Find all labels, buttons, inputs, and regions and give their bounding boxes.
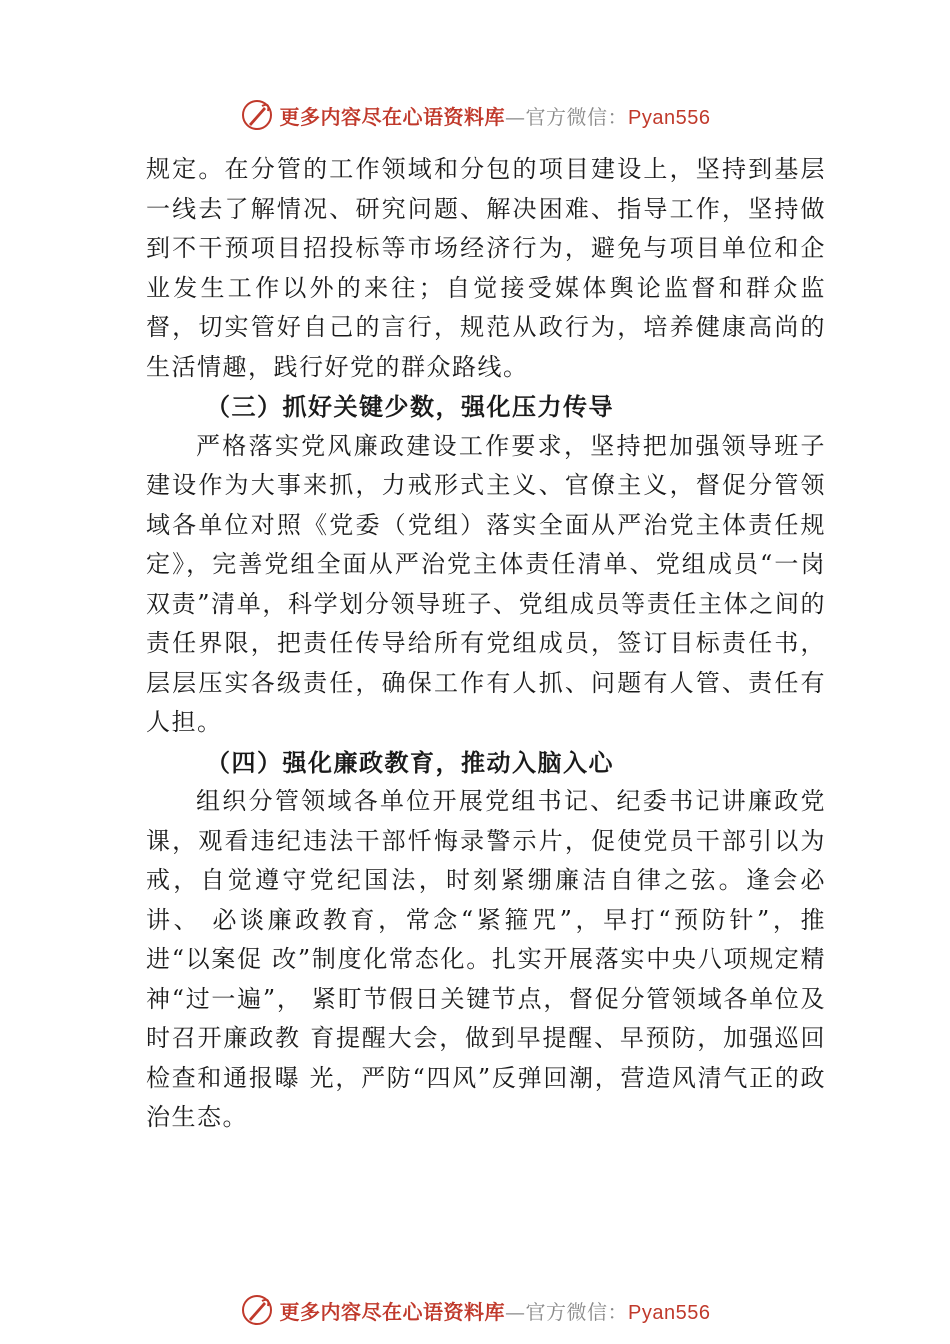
footer-wechat-id: Pyan556 <box>628 1301 711 1324</box>
header-dash: — <box>505 104 526 129</box>
page-header <box>0 95 950 135</box>
footer-wechat-label: 官方微信： <box>525 1299 629 1324</box>
header-banner <box>280 101 711 130</box>
header-wechat-label: 官方微信： <box>525 104 629 129</box>
paragraph-1: 规定。在分管的工作领域和分包的项目建设上，坚持到基层一线去了解情况、研究问题、解决困难、指导工作，坚持做到不干预项目招投标等市场经济行为，避免与项目单位和企业发生工作以外的来往；自觉接受媒体舆论监督和群众监督，切实管好自己的言行，规范从政行为，培养健康高尚的生活情趣，践行好党的群众路线。 <box>146 155 826 381</box>
footer-brand: 更多内容尽在心语资料库 <box>279 1299 506 1324</box>
paragraph-3: 组织分管领域各单位开展党组书记、纪委书记讲廉政党课，观看违纪违法干部忏悔录警示片，促使党员干部引以为戒，自觉遵守党纪国法，时刻紧绷廉洁自律之弦。逢会必讲、 必谈廉政教育，常念“紧箍咒”，早打“预防针”，推进“以案促 改”制度化常态化。扎实开展落实中央八项规定精神“过一遍”， 紧盯节假日关键节点，督促分管领域各单位及时召开廉政教 育提醒大会，做到早提醒、早预防，加强巡回检查和通报曝 光，严防“四风”反弹回潮，营造风清气正的政治生态。 <box>146 787 826 1131</box>
page-footer <box>0 1290 950 1330</box>
section-heading-3: （三）抓好关键少数，强化压力传导 <box>206 392 614 421</box>
section-heading-4: （四）强化廉政教育，推动入脑入心 <box>206 747 614 777</box>
footer-banner <box>280 1296 711 1325</box>
document-body <box>146 150 826 1138</box>
quill-pen-logo-icon <box>240 1293 274 1327</box>
quill-pen-logo-icon <box>240 98 274 132</box>
header-brand: 更多内容尽在心语资料库 <box>279 104 506 129</box>
footer-dash: — <box>505 1299 526 1324</box>
paragraph-2: 严格落实党风廉政建设工作要求，坚持把加强领导班子建设作为大事来抓，力戒形式主义、官僚主义，督促分管领域各单位对照《党委（党组）落实全面从严治党主体责任规定》，完善党组全面从严治党主体责任清单、党组成员“一岗双责”清单，科学划分领导班子、党组成员等责任主体之间的责任界限，把责任传导给所有党组成员，签订目标责任书， 层层压实各级责任，确保工作有人抓、问题有人管、责任有人担。 <box>146 431 826 736</box>
header-wechat-id: Pyan556 <box>628 106 711 129</box>
